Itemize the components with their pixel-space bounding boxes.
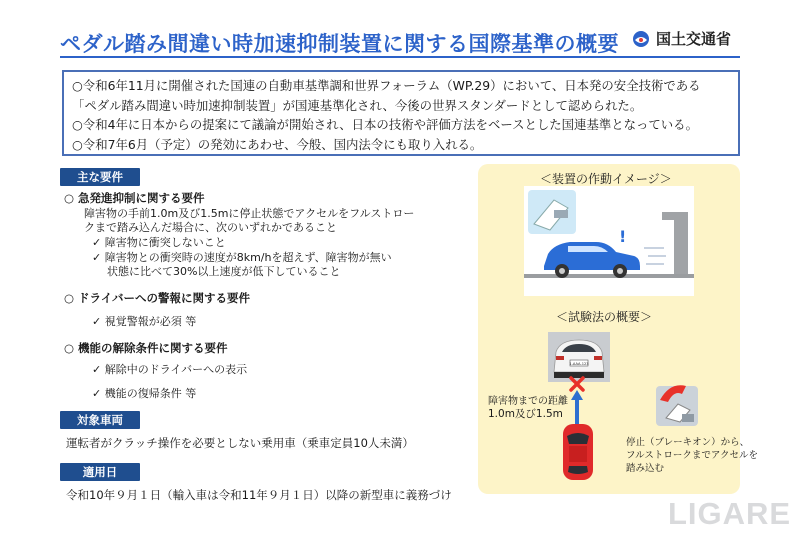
target-vehicle-tag: 対象車両 bbox=[60, 411, 140, 429]
test-car-topview bbox=[561, 422, 595, 482]
pedal-shape bbox=[554, 210, 568, 218]
accel-check-item-continued: 状態に比べて30%以上速度が低下していること bbox=[107, 265, 341, 278]
title-underline bbox=[60, 56, 740, 58]
accel-suppression-heading: ○ 急発進抑制に関する要件 bbox=[64, 191, 205, 205]
pedal-press-icon bbox=[652, 378, 704, 428]
illustration-panel bbox=[478, 164, 759, 494]
license-plate: 1-AAA-123 bbox=[569, 362, 589, 366]
mlit-emblem-icon bbox=[632, 30, 650, 48]
ground-line bbox=[524, 274, 694, 278]
accel-check-item: ✓ 障害物との衝突時の速度が8km/hを超えず、障害物が無い bbox=[92, 251, 392, 264]
summary-box bbox=[62, 70, 740, 156]
summary-line: ○令和7年6月（予定）の発効にあわせ、今般、国内法令にも取り入れる。 bbox=[72, 136, 483, 152]
effective-date-tag: 適用日 bbox=[60, 463, 140, 481]
pedal-instruction-line: フルストロークまでアクセルを bbox=[626, 450, 759, 461]
wall-block bbox=[674, 212, 688, 274]
operation-image bbox=[524, 186, 694, 296]
ministry-name: 国土交通省 bbox=[656, 30, 732, 48]
release-check-item: ✓ 解除中のドライバーへの表示 bbox=[92, 363, 248, 376]
wall-top bbox=[662, 212, 688, 220]
release-check-item: ✓ 機能の復帰条件 等 bbox=[92, 387, 197, 400]
main-requirements-tag: 主な要件 bbox=[60, 168, 140, 186]
distance-value: 1.0m及び1.5m bbox=[488, 408, 563, 420]
summary-line: 「ペダル踏み間違い時加速抑制装置」が国連基準化され、今後の世界スタンダードとして認められた。 bbox=[72, 97, 643, 113]
ministry-logo bbox=[632, 28, 731, 49]
accel-check-item: ✓ 障害物に衝突しないこと bbox=[92, 236, 226, 249]
test-method-caption: ＜試験法の概要＞ bbox=[556, 310, 653, 324]
accel-condition-line: 障害物の手前1.0m及び1.5mに停止状態でアクセルをフルストロー bbox=[84, 207, 415, 220]
obstacle-car-photo bbox=[548, 332, 610, 382]
accel-condition-line: クまで踏み込んだ場合に、次のいずれかであること bbox=[84, 221, 337, 234]
red-car-windshield bbox=[567, 433, 589, 444]
summary-line: ○令和6年11月に開催された国連の自動車基準調和世界フォーラム（WP.29）において、日本発の安全技術である bbox=[72, 78, 701, 93]
summary-line: ○令和4年に日本からの提案にて議論が開始され、日本の技術や評価方法をベースとした国連基準となっている。 bbox=[72, 117, 698, 132]
warning-check-item: ✓ 視覚警報が必須 等 bbox=[92, 315, 197, 328]
target-vehicle-text: 運転者がクラッチ操作を必要としない乗用車（乗車定員10人未満） bbox=[66, 436, 414, 450]
operation-image-caption: ＜装置の作動イメージ＞ bbox=[540, 172, 672, 186]
driver-warning-heading: ○ ドライバーへの警報に関する要件 bbox=[64, 291, 250, 305]
release-condition-heading: ○ 機能の解除条件に関する要件 bbox=[64, 341, 228, 355]
pedal-instruction-line: 踏み込む bbox=[626, 463, 665, 474]
warning-exclamation-icon: ! bbox=[619, 227, 627, 246]
pedal-instruction-line: 停止（ブレーキオン）から、 bbox=[626, 437, 750, 448]
distance-arrow-icon bbox=[571, 390, 583, 424]
page-title: ペダル踏み間違い時加速抑制装置に関する国際基準の概要 bbox=[60, 32, 619, 56]
distance-label: 障害物までの距離 bbox=[488, 396, 568, 407]
ligare-watermark: LIGARE bbox=[668, 496, 792, 531]
effective-date-text: 令和10年９月１日（輸入車は令和11年９月１日）以降の新型車に義務づけ bbox=[66, 488, 452, 502]
